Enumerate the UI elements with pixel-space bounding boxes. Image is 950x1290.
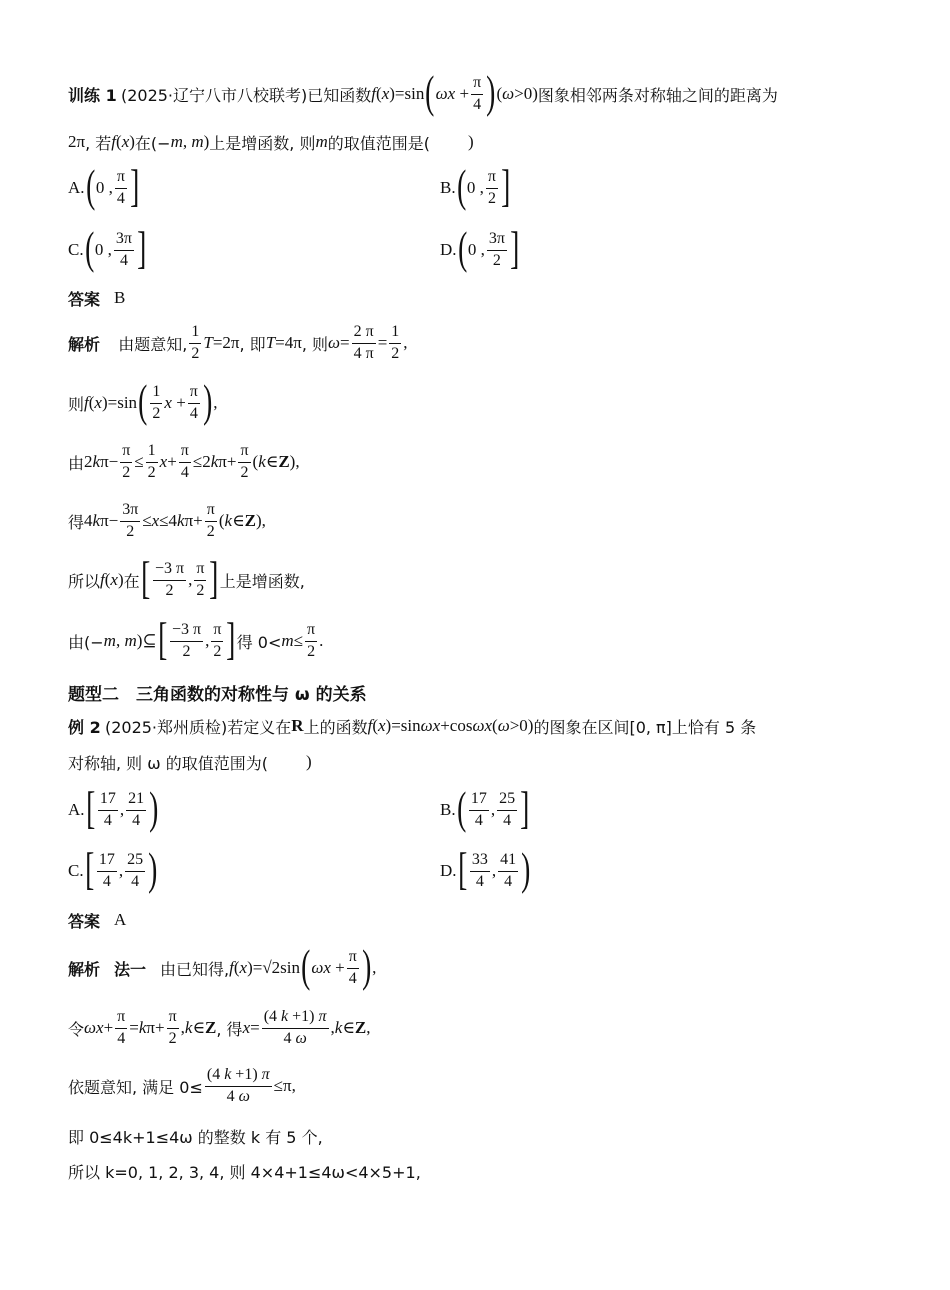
example2-analysis-5: 所以 k=0, 1, 2, 3, 4, 则 4×4+1≤4ω<4×5+1, [68, 1162, 421, 1182]
training1-option-b: B. ( 0 , $\frac{\pi}{2}$ ] [440, 160, 511, 211]
training1-analysis-6: 由(− m, m)⊆ [ $\frac{-3 \pi}{2}$ , $\frac{\pi}{2}$ ] 得 0< m ≤ $\frac{\pi}{2}$ . [68, 613, 324, 664]
training1-option-a: A. ( 0 , $\frac{\pi}{4}$ ] [68, 160, 140, 211]
answer-value: A [114, 910, 127, 929]
example2-option-d: D. [ $\frac{33}{4}$ , $\frac{41}{4}$ ) [440, 843, 531, 894]
answer-value: B [114, 288, 126, 307]
function-expression: f(x)=sin [371, 84, 425, 103]
training1-analysis-3: 由 2kπ− $\frac{\pi}{2}$ ≤ $\frac{1}{2}$ x + $\frac{\pi}{4}$ ≤2 k π+ $\frac{\pi}{2}$ ( k ∈ Z ), [68, 441, 300, 481]
example2-label: 例 2 [68, 717, 101, 737]
training1-option-d: D. ( 0 , $\frac{3\pi}{2}$ ] [440, 222, 520, 273]
example2-stem-line1: 例 2 (2025·郑州质检) 若定义在 R 上的函数 f(x) =sin ωx +cos ωx ( ω >0) 的图象在区间[0, π]上恰有 5 条 [68, 716, 757, 737]
training1-analysis-2: 则 f(x)=sin ( $\frac{1}{2}$ x + $\frac{\pi}{4}$ ) , [68, 375, 218, 426]
example2-analysis-3: 依题意知, 满足 0≤ $\frac{(4 k +1) \pi}{4 \omega}$ ≤π, [68, 1065, 296, 1105]
example2-option-c: C. [ $\frac{17}{4}$ , $\frac{25}{4}$ ) [68, 843, 158, 894]
example2-option-a: A. [ $\frac{17}{4}$ , $\frac{21}{4}$ ) [68, 782, 159, 833]
training1-analysis-1: 解析 由题意知, $\frac{1}{2}$ T=2π , 即 T=4π , 则 ω= $\frac{2 \pi}{4 \pi}$ = $\frac{1}{2}$ , [68, 322, 408, 362]
training1-option-c: C. ( 0 , $\frac{3\pi}{4}$ ] [68, 222, 147, 273]
training1-answer: 答案 B [68, 288, 126, 309]
training1-label: 训练 1 [68, 85, 117, 105]
example2-stem-line2: 对称轴, 则 ω 的取值范围为( ) [68, 752, 312, 773]
training1-source: (2025·辽宁八市八校联考) [120, 85, 308, 105]
example2-option-b: B. ( $\frac{17}{4}$ , $\frac{25}{4}$ ] [440, 782, 530, 833]
example2-analysis-4: 即 0≤4k+1≤4ω 的整数 k 有 5 个, [68, 1127, 323, 1147]
training1-analysis-5: 所以 f(x) 在 [ $\frac{-3 \pi}{2}$ , $\frac{\pi}{2}$ ] 上是增函数, [68, 552, 305, 603]
training1-analysis-4: 得 4kπ− $\frac{3\pi}{2}$ ≤ x ≤4 k π+ $\frac{\pi}{2}$ ( k ∈ Z ), [68, 500, 266, 540]
training1-stem-line2: 2π , 若 f(x) 在(− m, m) 上是增函数, 则 m 的取值范围是( ) [68, 132, 474, 153]
section-heading: 题型二 三角函数的对称性与 ω 的关系 [68, 684, 367, 705]
example2-answer: 答案 A [68, 910, 127, 931]
example2-analysis-1: 解析 法一 由已知得, f(x)=√2sin ( ωx + $\frac{\pi}{4}$ ) , [68, 940, 377, 991]
example2-analysis-2: 令 ωx+ $\frac{\pi}{4}$ = k π+ $\frac{\pi}{2}$ , k ∈ Z , 得 x = $\frac{(4 k +1) \pi}{4 \omega}$ , k ∈ Z , [68, 1007, 371, 1047]
training1-stem-line1: 训练 1 (2025·辽宁八市八校联考) 已知函数 f(x)=sin ( ωx + $\frac{\pi}{4}$ ) (ω>0) 图象相邻两条对称轴之间的距离为 [68, 66, 778, 117]
